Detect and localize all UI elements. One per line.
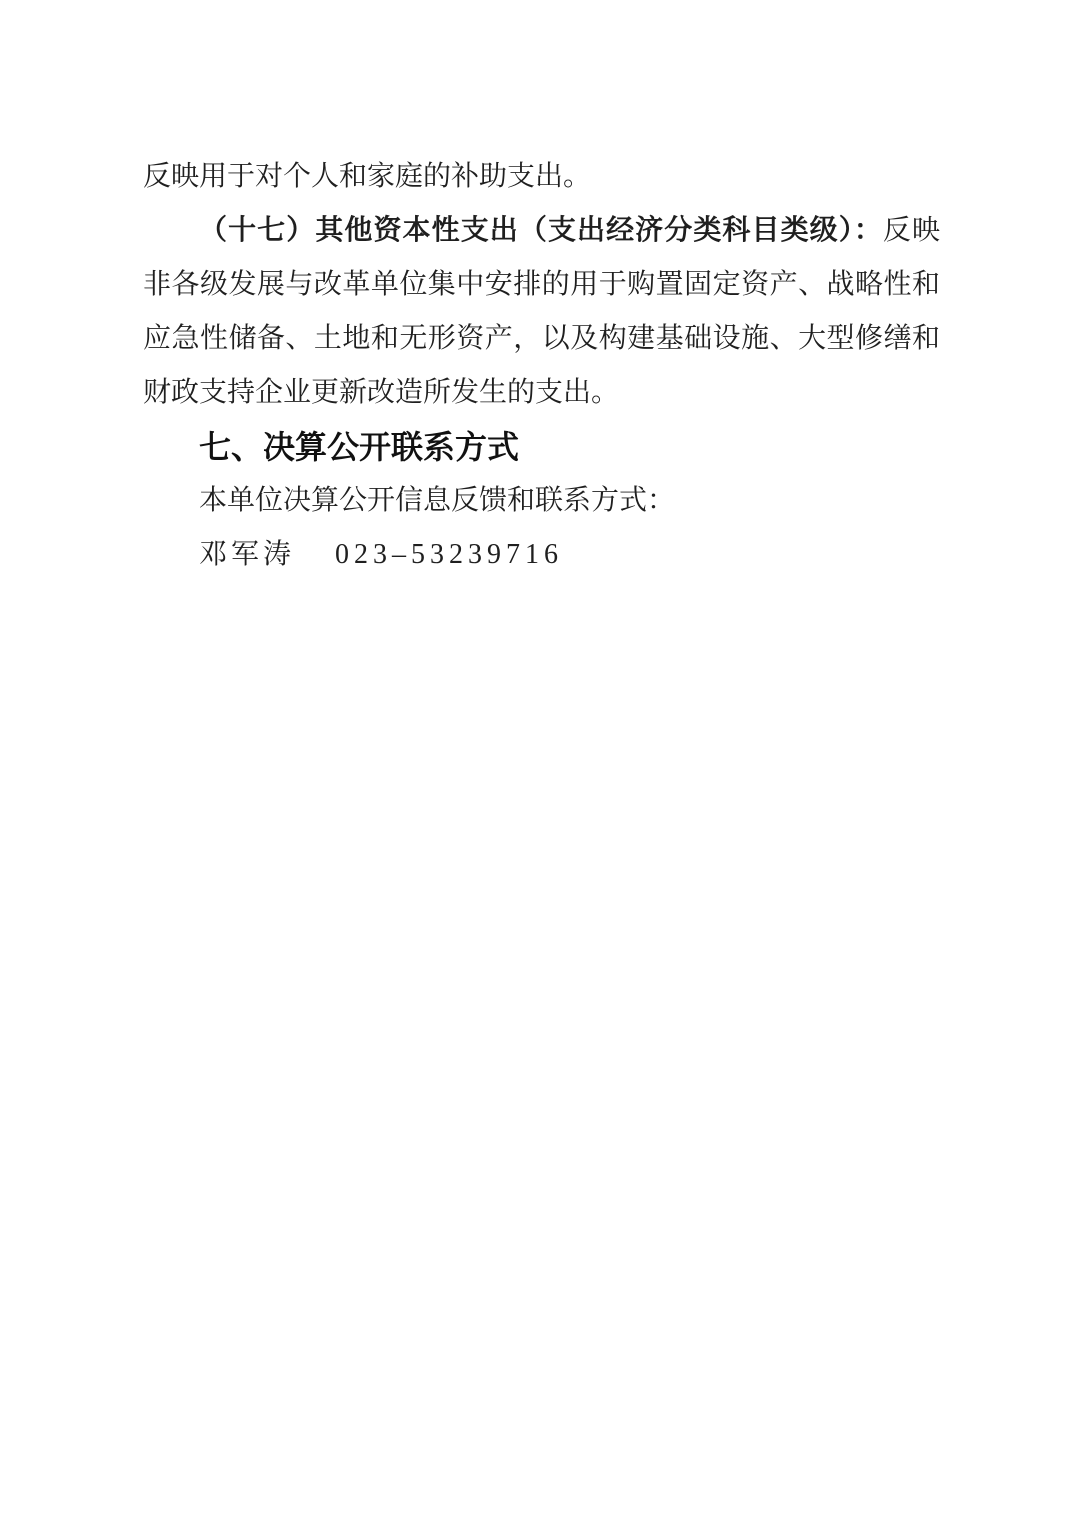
document-content xyxy=(143,150,940,582)
item17-line-3: 应急性储备、土地和无形资产，以及构建基础设施、大型修缮和 xyxy=(143,323,940,354)
item17-heading-bold: （十七）其他资本性支出（支出经济分类科目类级）： xyxy=(199,215,883,246)
item17-line-2: 非各级发展与改革单位集中安排的用于购置固定资产、战略性和 xyxy=(143,269,940,300)
item17-lead-tail: 反映 xyxy=(882,215,940,246)
paragraph-previous-tail: 反映用于对个人和家庭的补助支出。 xyxy=(143,161,592,192)
item17-line-4: 财政支持企业更新改造所发生的支出。 xyxy=(143,377,620,408)
section-heading: 七、决算公开联系方式 xyxy=(199,429,520,465)
contact-intro: 本单位决算公开信息反馈和联系方式： xyxy=(199,485,676,516)
contact-name: 邓军涛 xyxy=(199,539,296,570)
contact-phone: 023–53239716 xyxy=(335,539,564,570)
contact-line xyxy=(143,528,940,582)
item17-first-line xyxy=(143,204,940,258)
